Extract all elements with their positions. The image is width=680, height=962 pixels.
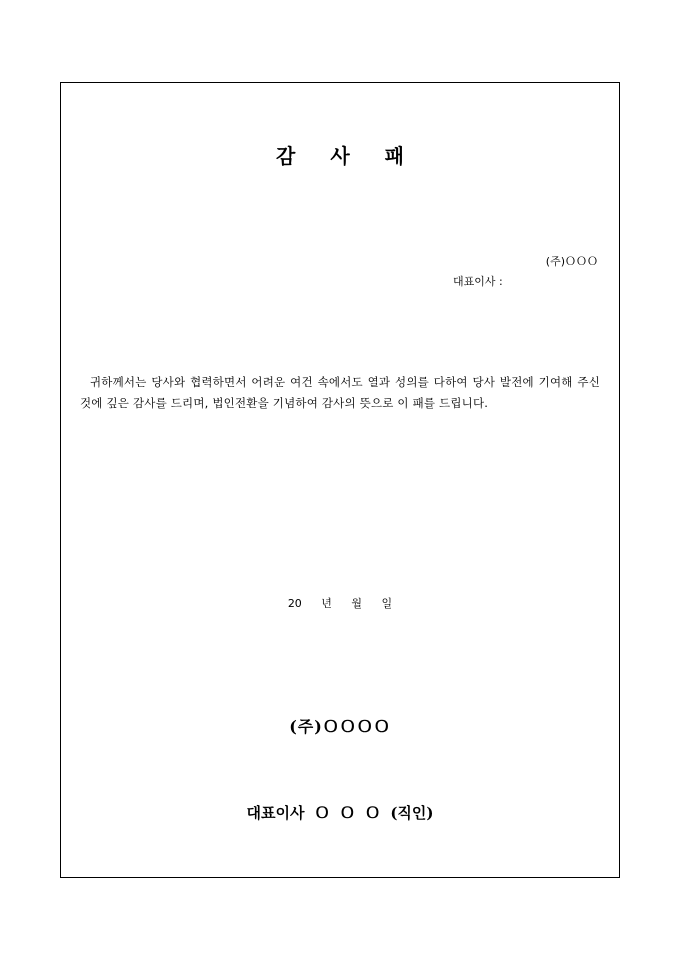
document-frame [60,82,620,878]
issuer-company: (주)ＯＯＯＯ [289,717,391,736]
issuer-representative: 대표이사 Ｏ Ｏ Ｏ (직인) [246,804,434,822]
body-paragraph: 귀하께서는 당사와 협력하면서 어려운 여건 속에서도 열과 성의를 다하여 당사 발전에 기여해 주신 것에 깊은 감사를 드리며, 법인전환을 기념하여 감사의 뜻으로 이 패를 드립니다. [80,375,600,410]
document-title: 감 사 패 [276,144,418,168]
date-line: 20 년 월 일 [287,597,393,610]
recipient-representative: 대표이사 : [453,275,503,288]
recipient-company: (주)ＯＯＯ [545,255,598,268]
